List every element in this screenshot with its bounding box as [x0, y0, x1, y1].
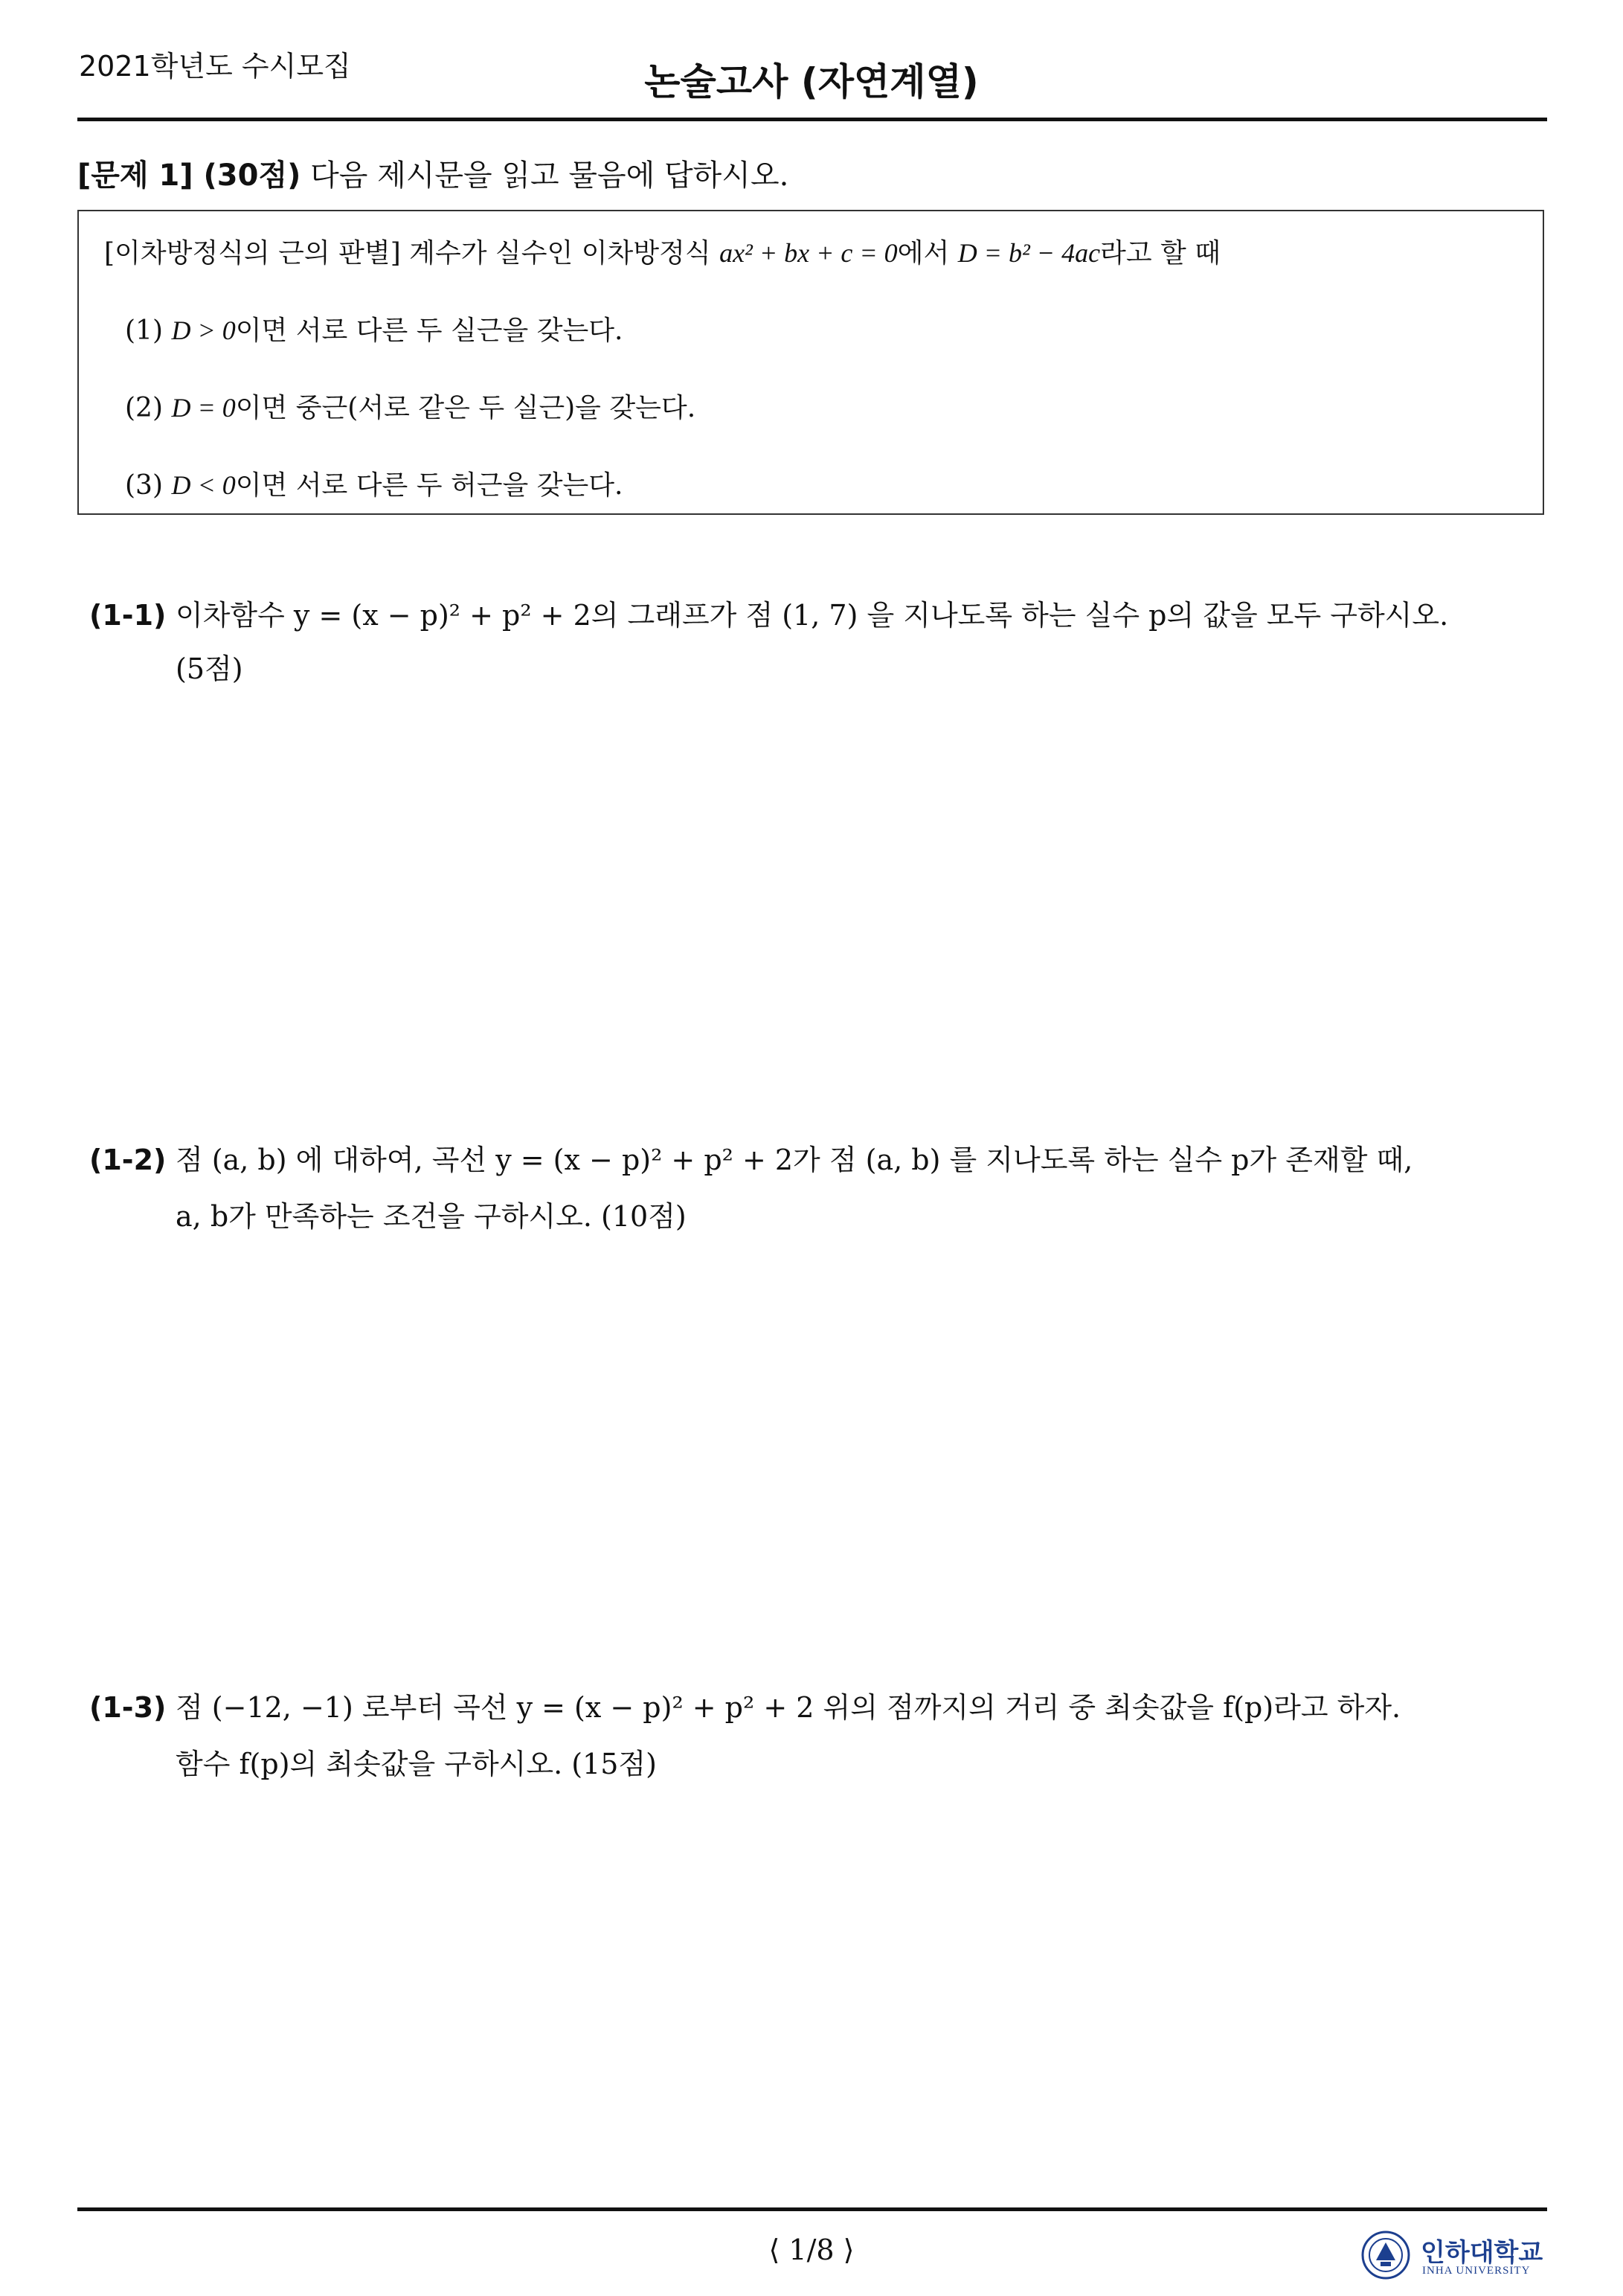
case-condition: D = 0	[171, 393, 236, 423]
passage-discriminant: D = b² − 4ac	[957, 238, 1101, 268]
case-text: 이면 서로 다른 두 허근을 갖는다.	[235, 470, 623, 501]
problem-label: [문제 1] (30점)	[77, 158, 301, 193]
header-divider	[77, 118, 1547, 121]
passage-box	[77, 210, 1544, 515]
question-text: 점 (−12, −1) 로부터 곡선 y = (x − p)² + p² + 2 위의 점까지의 거리 중 최솟값을 f(p)라고 하자.	[176, 1691, 1401, 1724]
question-1-2-line2: a, b가 만족하는 조건을 구하시오. (10점)	[176, 1200, 687, 1233]
footer-divider	[77, 2207, 1547, 2211]
case-text: 이면 중근(서로 같은 두 실근)을 갖는다.	[235, 393, 696, 423]
university-logo	[1361, 2231, 1547, 2284]
passage-intro-line	[104, 232, 1221, 270]
question-1-3	[89, 1684, 1401, 1725]
question-1-3-line2: 함수 f(p)의 최솟값을 구하시오. (15점)	[176, 1748, 657, 1780]
question-number: (1-2)	[89, 1144, 167, 1176]
passage-intro: [이차방정식의 근의 판별] 계수가 실수인 이차방정식	[104, 238, 711, 269]
passage-tail: 라고 할 때	[1100, 238, 1221, 269]
problem-heading	[77, 152, 788, 194]
logo-subtitle: INHA UNIVERSITY	[1422, 2265, 1531, 2277]
question-1-1	[89, 592, 1448, 633]
case-3	[125, 464, 623, 502]
page-title: 논술고사 (자연계열)	[644, 60, 979, 103]
case-number: (2)	[125, 393, 163, 423]
case-number: (3)	[125, 470, 163, 501]
case-text: 이면 서로 다른 두 실근을 갖는다.	[235, 315, 623, 346]
question-1-1-points: (5점)	[176, 652, 243, 685]
problem-instruction: 다음 제시문을 읽고 물음에 답하시오.	[310, 158, 789, 193]
university-seal-icon	[1361, 2231, 1410, 2280]
passage-mid: 에서	[897, 238, 950, 269]
page-number: ⟨ 1/8 ⟩	[768, 2234, 855, 2266]
exam-period-label: 2021학년도 수시모집	[79, 50, 351, 83]
question-1-2	[89, 1137, 1413, 1178]
question-number: (1-3)	[89, 1691, 167, 1724]
case-condition: D > 0	[171, 315, 236, 345]
case-condition: D < 0	[171, 470, 236, 500]
case-2	[125, 387, 695, 425]
question-text: 점 (a, b) 에 대하여, 곡선 y = (x − p)² + p² + 2가 점 (a, b) 를 지나도록 하는 실수 p가 존재할 때,	[176, 1144, 1413, 1176]
case-1	[125, 310, 623, 347]
question-text: 이차함수 y = (x − p)² + p² + 2의 그래프가 점 (1, 7) 을 지나도록 하는 실수 p의 값을 모두 구하시오.	[176, 599, 1449, 632]
question-number: (1-1)	[89, 599, 167, 632]
case-number: (1)	[125, 315, 163, 346]
logo-name: 인하대학교	[1421, 2238, 1543, 2268]
passage-equation: ax² + bx + c = 0	[719, 238, 898, 268]
